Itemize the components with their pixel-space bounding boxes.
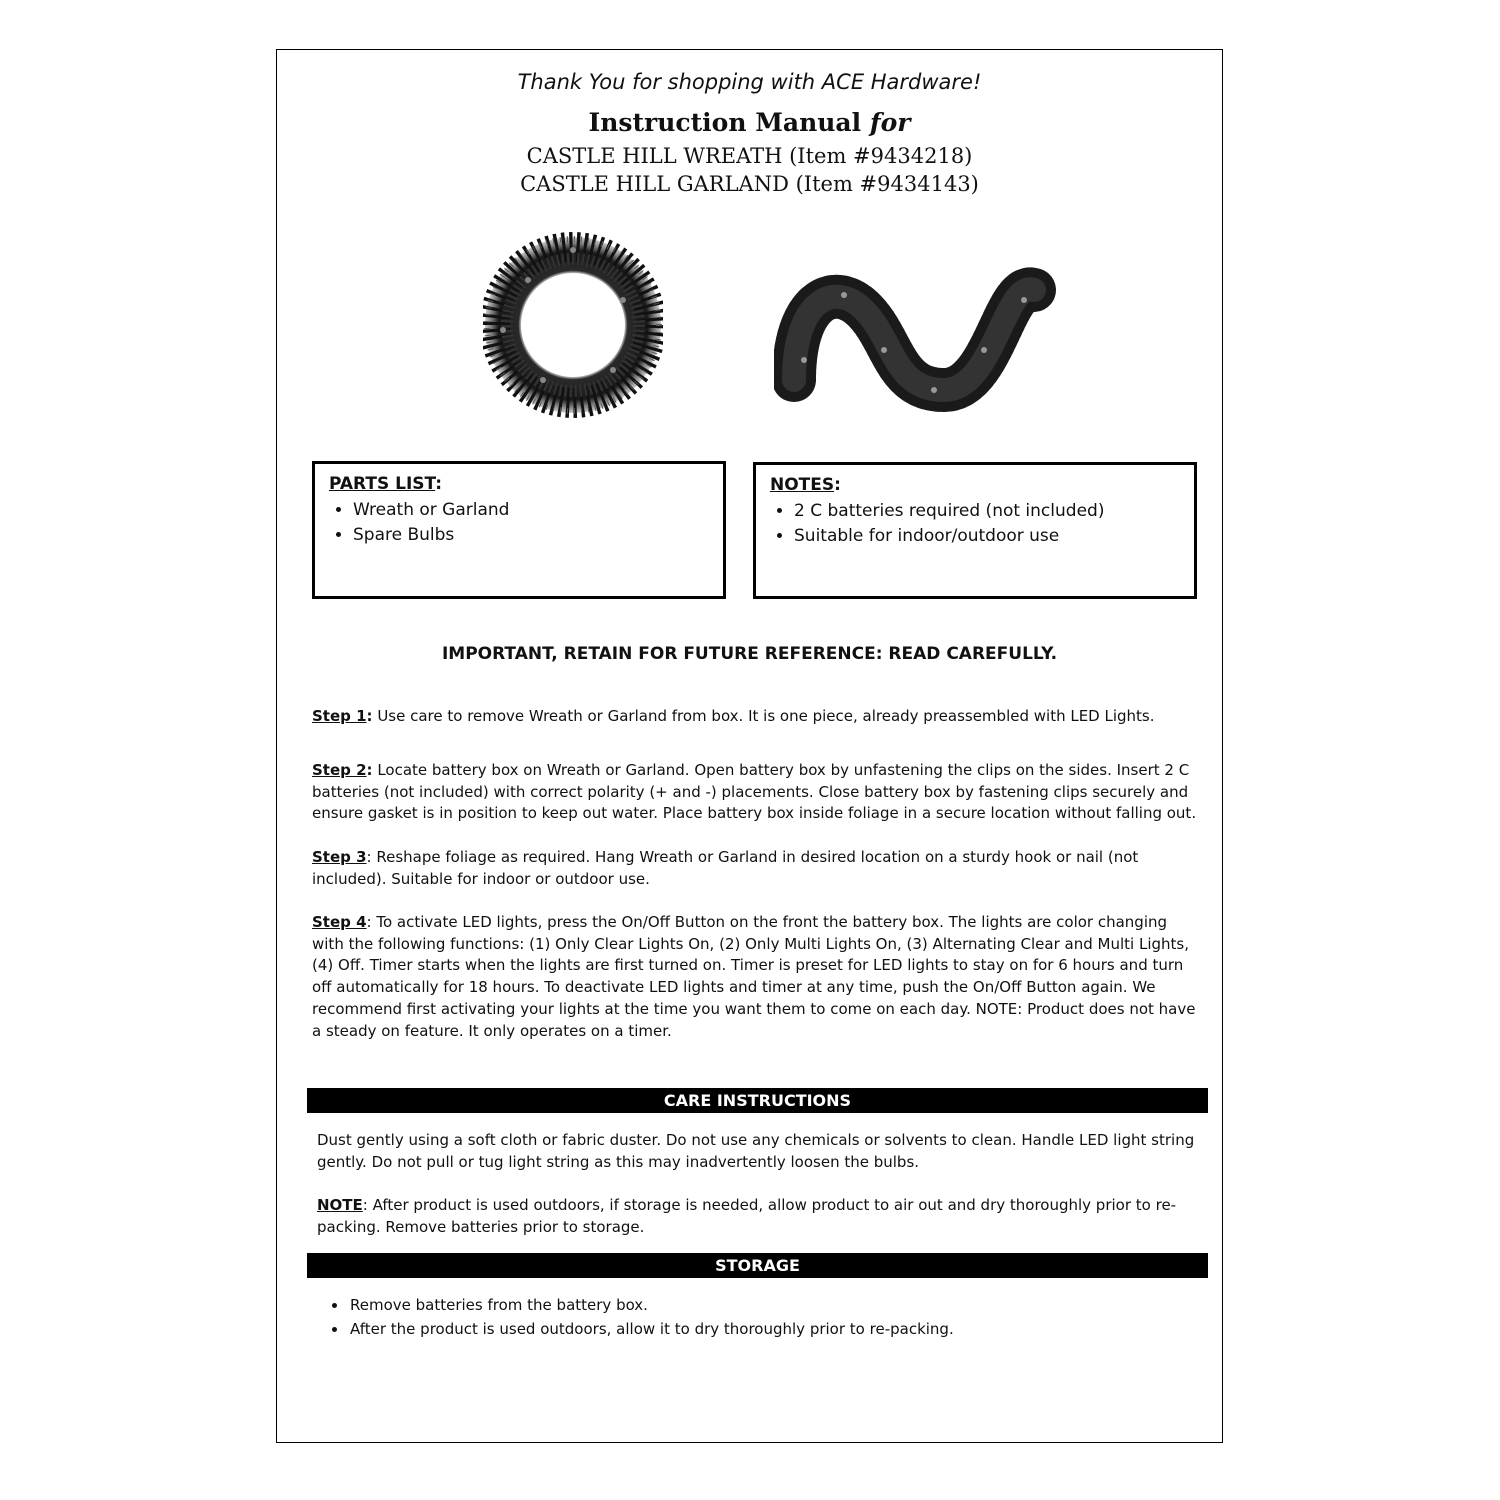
storage-list (317, 1293, 1197, 1341)
notes-heading: NOTES: (770, 475, 841, 495)
parts-list-item: • Spare Bulbs (353, 523, 709, 548)
care-note: NOTE: After product is used outdoors, if storage is needed, allow product to air out and dry thoroughly prior to re-packing. Remove batteries prior to storage. (317, 1196, 1177, 1236)
manual-title (277, 108, 1222, 137)
care-instructions-header: CARE INSTRUCTIONS (307, 1088, 1208, 1113)
parts-list-item: • Wreath or Garland (353, 498, 709, 523)
item-wreath: CASTLE HILL WREATH (Item #9434218) (526, 144, 973, 168)
notes-list (770, 499, 1180, 549)
title-for: for (869, 108, 911, 137)
care-paragraph: Dust gently using a soft cloth or fabric duster. Do not use any chemicals or solvents to clean. Handle LED light string gently. Do not pull or tug light string as this may inadvertently loosen the bulbs. (317, 1131, 1195, 1171)
notes-item: • Suitable for indoor/outdoor use (794, 524, 1180, 549)
storage-header: STORAGE (307, 1253, 1208, 1278)
title-main: Instruction Manual (588, 108, 862, 137)
important-notice: IMPORTANT, RETAIN FOR FUTURE REFERENCE: READ CAREFULLY. (441, 644, 1058, 664)
step-4: Step 4: To activate LED lights, press the On/Off Button on the front the battery box. The lights are color changing with the following functions: (1) Only Clear Lights On, (2) Only Multi Lights On, (3) Alternating Clear and Multi Lights, (4) Off. Timer starts when the lights are first turned on. Timer is preset for LED lights to stay on for 6 hours and turn off automatically for 18 hours. To deactivate LED lights and timer at any time, push the On/Off Button again. We recommend first activating your lights at the time you want them to come on each day. NOTE: Product does not have a steady on feature. It only operates on a timer. (312, 913, 1196, 1040)
thank-you-line: Thank You for shopping with ACE Hardware! (517, 70, 982, 94)
step-2: Step 2: Locate battery box on Wreath or Garland. Open battery box by unfastening the clips on the sides. Insert 2 C batteries (not included) with correct polarity (+ and -) placements. Close battery box by fastening clips securely and ensure gasket is in position to keep out water. Place battery box inside foliage in a secure location without falling out. (312, 761, 1197, 823)
storage-item: • After the product is used outdoors, allow it to dry thoroughly prior to re-packing. (348, 1317, 1197, 1341)
parts-list-heading: PARTS LIST: (329, 474, 443, 494)
step-1: Step 1: Use care to remove Wreath or Garland from box. It is one piece, already preassembled with LED Lights. (312, 707, 1155, 725)
storage-item: • Remove batteries from the battery box. (348, 1293, 1197, 1317)
wreath-image (483, 220, 663, 430)
item-garland: CASTLE HILL GARLAND (Item #9434143) (520, 172, 979, 196)
notes-box (753, 462, 1197, 599)
parts-list-box (312, 461, 726, 599)
step-3: Step 3: Reshape foliage as required. Hang Wreath or Garland in desired location on a sturdy hook or nail (not included). Suitable for indoor or outdoor use. (312, 848, 1139, 888)
manual-page (276, 49, 1223, 1443)
notes-item: • 2 C batteries required (not included) (794, 499, 1180, 524)
parts-list (329, 498, 709, 548)
garland-image (774, 240, 1059, 420)
